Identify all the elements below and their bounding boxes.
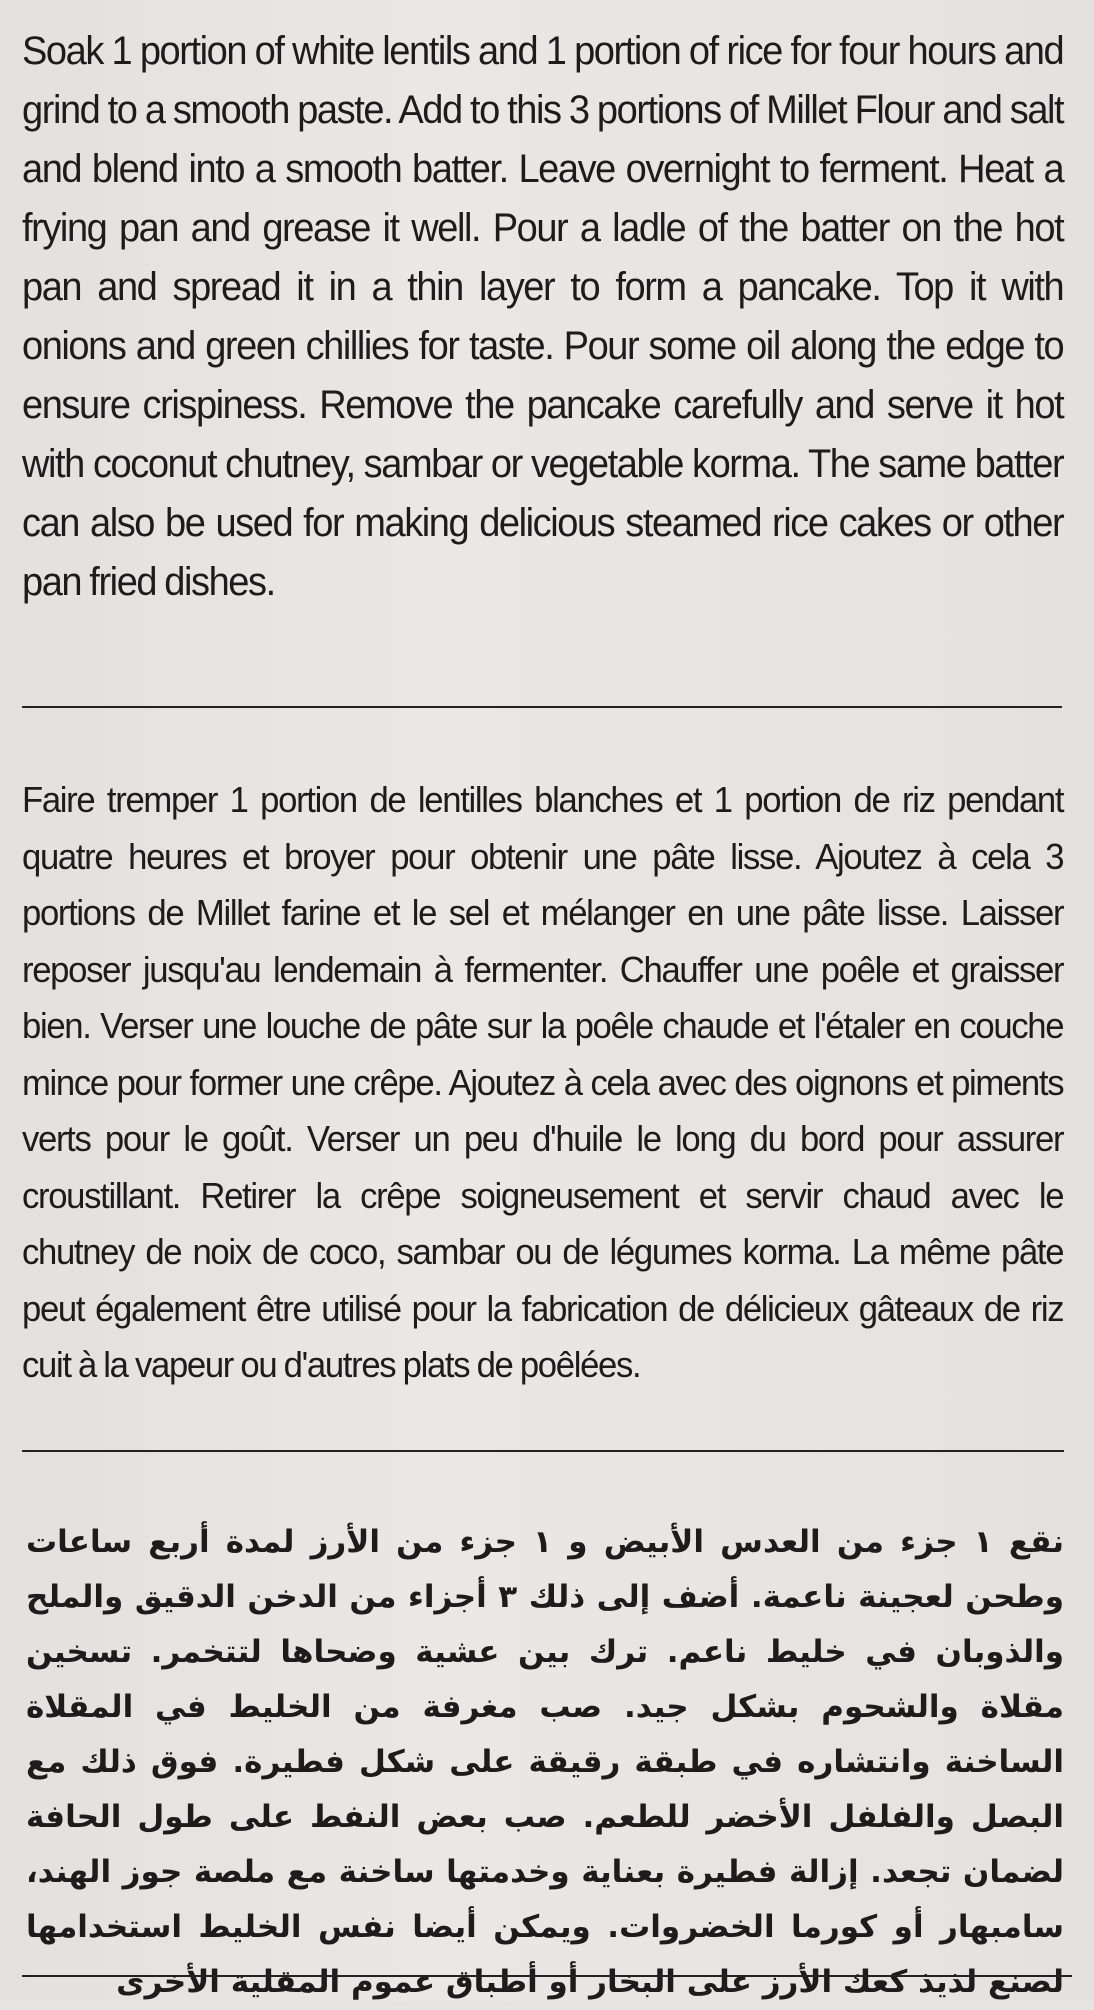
recipe-text-english: Soak 1 portion of white lentils and 1 portion of rice for four hours and grind to a smooth paste. Add to this 3 portions of Millet Flour and salt and blend into a smooth batter. Leave overnight to ferment. Heat a frying pan and grease it well. Pour a ladle of the batter on the hot pan and spread it in a thin layer to form a pancake. Top it with onions and green chillies for taste. Pour some oil along the edge to ensure crispiness. Remove the pancake carefully and serve it hot with coconut chutney, sambar or vegetable korma. The same batter can also be used for making delicious steamed rice cakes or other pan fried dishes.	[22, 29, 1064, 604]
divider-line	[22, 1450, 1064, 1452]
recipe-text-french: Faire tremper 1 portion de lentilles blanches et 1 portion de riz pendant quatre heures et broyer pour obtenir une pâte lisse. Ajoutez à cela 3 portions de Millet farine et le sel et mélanger en une pâte lisse. Laisser reposer jusqu'au lendemain à fermenter. Chauffer une poêle et graisser bien. Verser une louche de pâte sur la poêle chaude et l'étaler en couche mince pour former une crêpe. Ajoutez à cela avec des oignons et piments verts pour le goût. Verser un peu d'huile le long du bord pour assurer croustillant. Retirer la crêpe soigneusement et servir chaud avec le chutney de noix de coco, sambar ou de légumes korma. La même pâte peut également être utilisé pour la fabrication de délicieux gâteaux de riz cuit à la vapeur ou d'autres plats de poêlées.	[22, 779, 1064, 1385]
recipe-text-arabic: نقع ١ جزء من العدس الأبيض و ١ جزء من الأرز لمدة أربع ساعات وطحن لعجينة ناعمة. أضف إلى ذلك ٣ أجزاء من الدخن الدقيق والملح والذوبان في خليط ناعم. ترك بين عشية وضحاها لتتخمر. تسخين مقلاة والشحوم بشكل جيد. صب مغرفة من الخليط في المقلاة الساخنة وانتشاره في طبقة رقيقة على شكل فطيرة. فوق ذلك مع البصل والفلفل الأخضر للطعم. صب بعض النفط على طول الحافة لضمان تجعد. إزالة فطيرة بعناية وخدمتها ساخنة مع ملصة جوز الهند، سامبهار أو كورما الخضروات. ويمكن أيضا نفس الخليط استخدامها لصنع لذيذ كعك الأرز على البخار أو أطباق عموم المقلية الأخرى	[26, 1524, 1065, 2000]
divider-line	[22, 1975, 1072, 1977]
divider-line	[22, 706, 1062, 708]
